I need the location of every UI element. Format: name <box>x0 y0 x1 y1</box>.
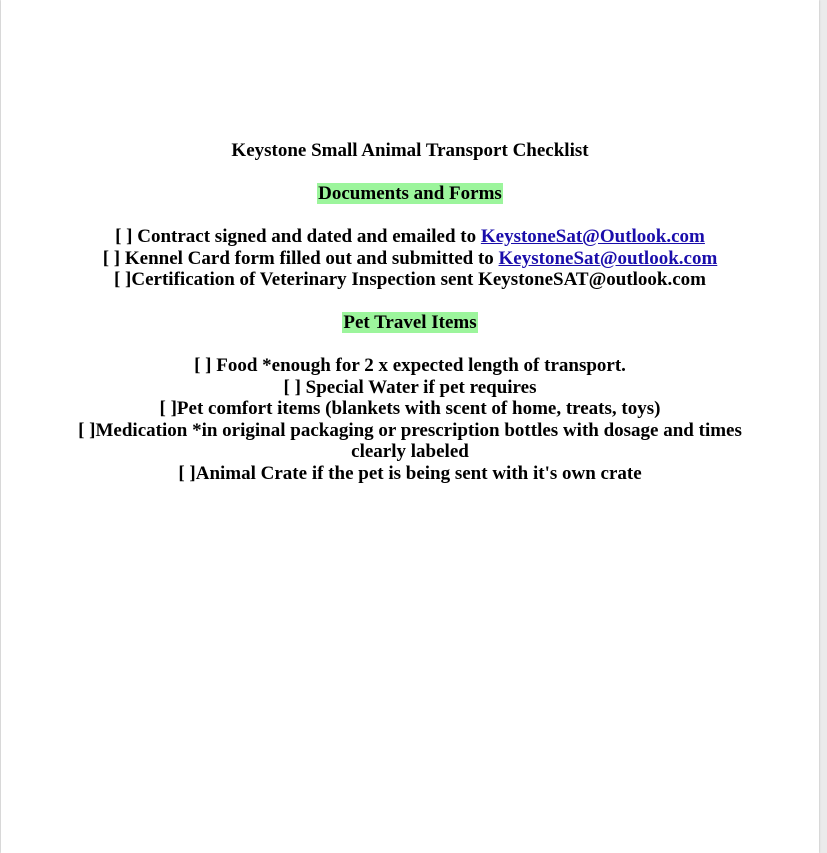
checklist-item-crate: [ ]Animal Crate if the pet is being sent with it's own crate <box>178 462 642 484</box>
email-link-contract[interactable]: KeystoneSat@Outlook.com <box>480 226 705 247</box>
email-link-kennel-card[interactable]: KeystoneSat@outlook.com <box>498 247 718 269</box>
checklist-item-kennel-card-text: [ ] Kennel Card form filled out and submitted to <box>102 247 499 269</box>
checklist-item-water: [ ] Special Water if pet requires <box>283 376 537 398</box>
checklist-item-contract <box>1 226 819 248</box>
section-heading-documents-label: Documents and Forms <box>318 182 502 204</box>
document-page <box>1 0 819 853</box>
checklist-item-comfort: [ ]Pet comfort items (blankets with scent of home, treats, toys) <box>159 398 661 419</box>
checklist-item-medication: [ ]Medication *in original packaging or prescription bottles with dosage and times clearly labeled <box>78 419 742 462</box>
documents-checklist <box>1 226 819 291</box>
document-body <box>1 140 819 505</box>
pet-travel-checklist <box>1 355 819 484</box>
checklist-item-vet-certificate: [ ]Certification of Veterinary Inspection sent KeystoneSAT@outlook.com <box>113 269 706 290</box>
checklist-item-medication-row <box>1 420 819 463</box>
section-heading-pet-travel-label: Pet Travel Items <box>343 311 477 333</box>
checklist-item-contract-text: [ ] Contract signed and dated and emailed to <box>115 226 481 247</box>
checklist-item-food: [ ] Food *enough for 2 x expected length of transport. <box>194 355 626 376</box>
section-heading-documents <box>1 183 819 205</box>
checklist-item-kennel-card <box>1 248 819 270</box>
document-title: Keystone Small Animal Transport Checklist <box>231 140 589 161</box>
section-heading-pet-travel <box>1 312 819 334</box>
